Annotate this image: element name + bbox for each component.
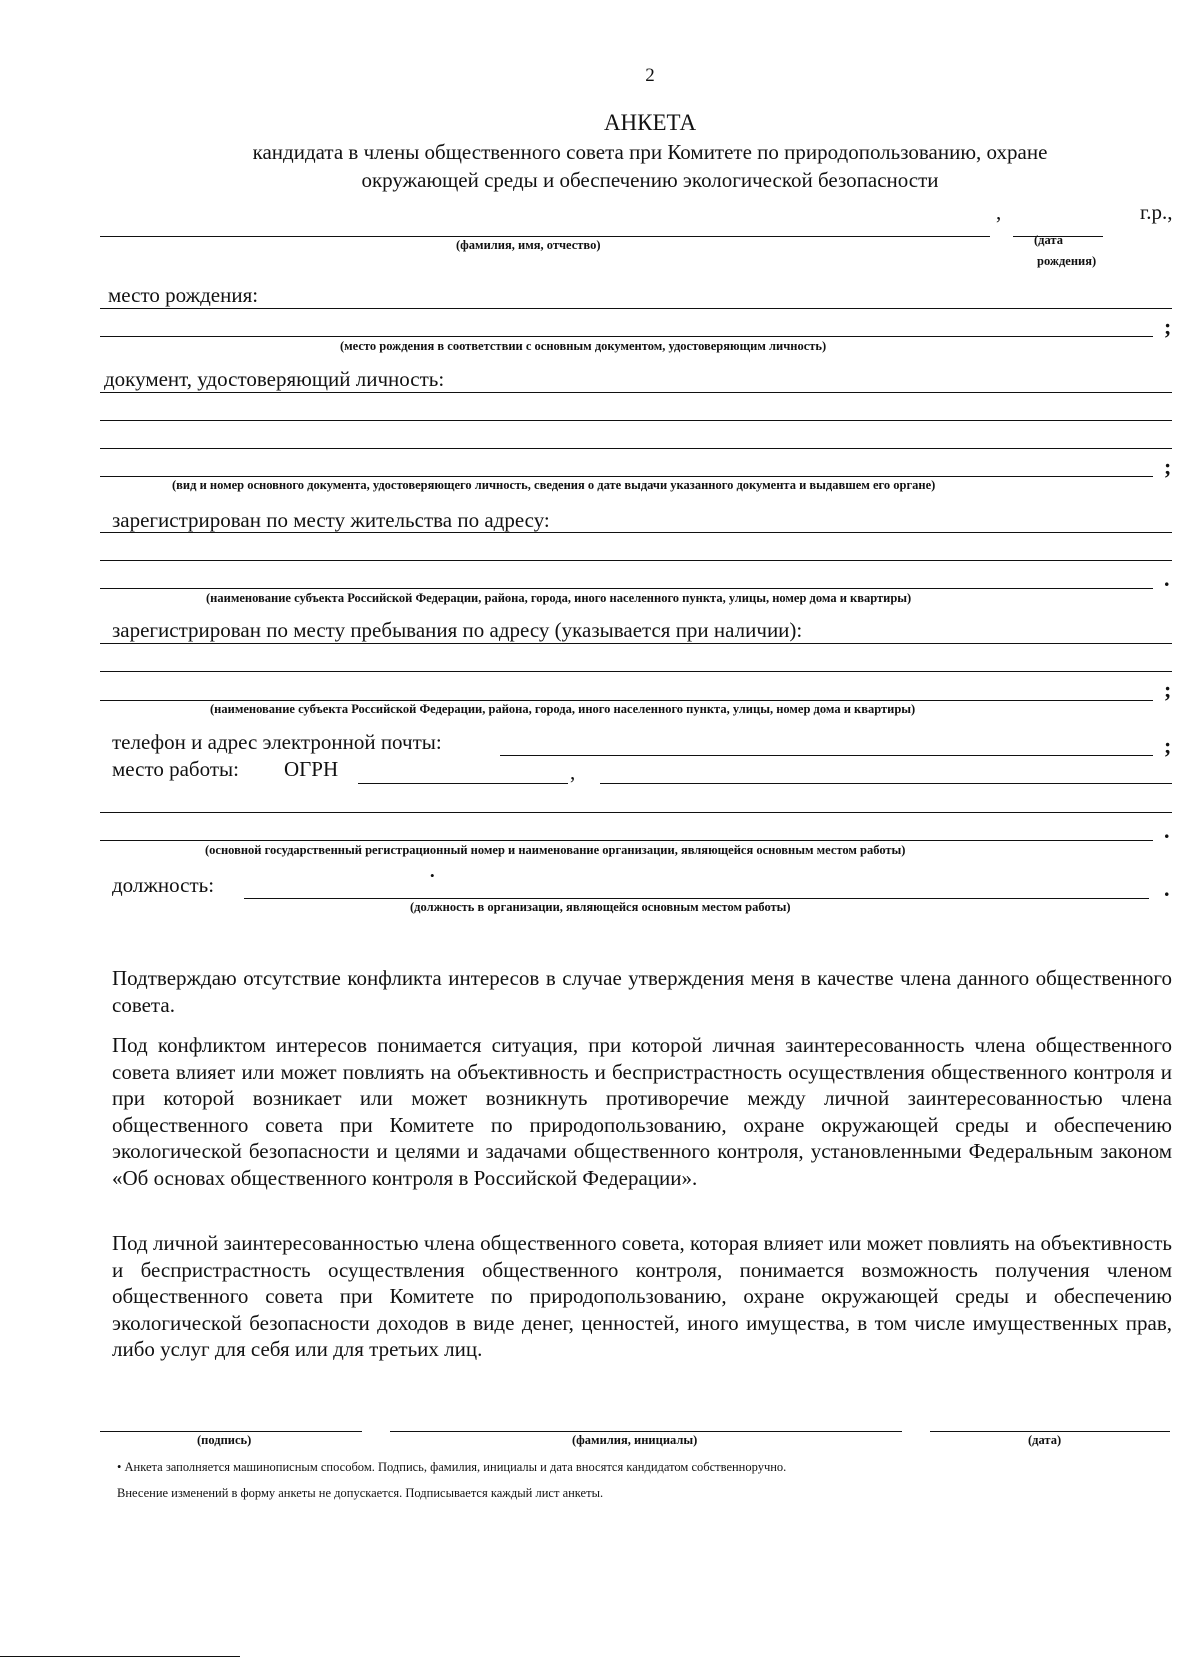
- contacts-end: ;: [1164, 733, 1172, 758]
- interest-definition-paragraph: Под личной заинтересованностью члена общественного совета, которая влияет или может повлиять на объективность и беспристрастность осуществления общественного контроля, понимается возможность получения членом общественного совета при Комитете по природопользованию, охране окружающей среды и обеспечению экологической безопасности доходов в виде денег, ценностей, иного имущества, в том числе имущественных прав, либо услуг для себя или для третьих лиц.: [112, 1231, 1172, 1361]
- form-subtitle-line-1: кандидата в члены общественного совета при Комитете по природопользованию, охране: [252, 140, 1048, 164]
- birthplace-end: ;: [1164, 314, 1172, 339]
- identity-doc-field-2[interactable]: [100, 420, 1172, 421]
- contacts-label: телефон и адрес электронной почты:: [112, 730, 442, 754]
- footnote-2: Внесение изменений в форму анкеты не допускается. Подписывается каждый лист анкеты.: [117, 1486, 604, 1500]
- signature-name-caption: (фамилия, инициалы): [572, 1433, 698, 1447]
- stay-label: зарегистрирован по месту пребывания по адресу (указывается при наличии):: [112, 618, 803, 642]
- fio-caption: (фамилия, имя, отчество): [456, 238, 601, 252]
- birthplace-label: место рождения:: [108, 283, 259, 307]
- contacts-field[interactable]: [500, 755, 1153, 756]
- dob-caption-2: рождения): [1037, 254, 1097, 268]
- work-org-field-2[interactable]: [100, 812, 1172, 813]
- residence-end: .: [1164, 566, 1170, 591]
- page-number: 2: [645, 65, 655, 86]
- fio-comma: ,: [996, 200, 1002, 224]
- residence-label: зарегистрирован по месту жительства по адресу:: [112, 508, 550, 532]
- work-org-field-3[interactable]: [100, 840, 1153, 841]
- residence-field-3[interactable]: [100, 588, 1153, 589]
- work-label: место работы:: [112, 757, 239, 781]
- work-org-field-1[interactable]: [600, 783, 1172, 784]
- residence-field-1[interactable]: [100, 532, 1172, 533]
- signature-name-field[interactable]: [390, 1431, 902, 1432]
- stay-field-1[interactable]: [100, 643, 1172, 644]
- conflict-definition-paragraph: Под конфликтом интересов понимается ситуация, при которой личная заинтересованность члена общественного совета влияет или может повлиять на объективность и беспристрастность осуществления общественного контроля и при которой возникает или может возникнуть противоречие между личной заинтересованностью члена общественного совета при Комитете по природопользованию, охране окружающей среды и обеспечению экологической безопасности и целями и задачами общественного контроля, установленными Федеральным законом «Об основах общественного контроля в Российской Федерации».: [112, 1033, 1172, 1190]
- form-title: АНКЕТА: [603, 110, 697, 135]
- work-caption: (основной государственный регистрационный номер и наименование организации, являющейся основным местом работы): [205, 843, 906, 857]
- residence-caption: (наименование субъекта Российской Федерации, района, города, иного населенного пункта, улицы, номер дома и квартиры): [206, 591, 912, 605]
- residence-field-2[interactable]: [100, 560, 1172, 561]
- signature-field[interactable]: [100, 1431, 362, 1432]
- position-field[interactable]: [244, 898, 1149, 899]
- dob-caption-1: (дата: [1034, 233, 1063, 247]
- stay-caption: (наименование субъекта Российской Федерации, района, города, иного населенного пункта, улицы, номер дома и квартиры): [210, 702, 916, 716]
- identity-doc-field-3[interactable]: [100, 448, 1172, 449]
- identity-doc-end: ;: [1164, 454, 1172, 479]
- identity-doc-field-1[interactable]: [100, 392, 1172, 393]
- stay-field-3[interactable]: [100, 700, 1153, 701]
- identity-doc-caption: (вид и номер основного документа, удостоверяющего личность, сведения о дате выдачи указанного документа и выдавшем его органе): [172, 478, 936, 492]
- fio-field[interactable]: [100, 236, 990, 237]
- ogrn-field[interactable]: [358, 783, 568, 784]
- ogrn-label: ОГРН: [284, 757, 339, 781]
- identity-doc-field-4[interactable]: [100, 476, 1153, 477]
- identity-doc-label: документ, удостоверяющий личность:: [104, 367, 445, 391]
- work-end: .: [1164, 818, 1170, 843]
- bottom-scan-edge: [0, 1656, 240, 1657]
- signature-caption: (подпись): [197, 1433, 252, 1447]
- stay-field-2[interactable]: [100, 671, 1172, 672]
- signature-date-field[interactable]: [930, 1431, 1170, 1432]
- position-caption: (должность в организации, являющейся основным местом работы): [410, 900, 791, 914]
- footnote-1: • Анкета заполняется машинописным способом. Подпись, фамилия, инициалы и дата вносятся кандидатом собственноручно.: [117, 1460, 787, 1474]
- signature-date-caption: (дата): [1028, 1433, 1062, 1447]
- form-subtitle-line-2: окружающей среды и обеспечению экологической безопасности: [361, 168, 939, 192]
- birthplace-caption: (место рождения в соответствии с основным документом, удостоверяющим личность): [340, 339, 827, 353]
- position-end: .: [1164, 876, 1170, 901]
- position-marker: •: [430, 868, 435, 883]
- position-label: должность:: [112, 873, 215, 897]
- birthplace-field-1[interactable]: [100, 308, 1172, 309]
- declaration-paragraph: Подтверждаю отсутствие конфликта интересов в случае утверждения меня в качестве члена данного общественного совета.: [112, 966, 1172, 1017]
- gr-suffix: г.р.,: [1140, 200, 1173, 224]
- birthplace-field-2[interactable]: [100, 336, 1153, 337]
- ogrn-comma: ,: [570, 760, 576, 784]
- stay-end: ;: [1164, 677, 1172, 702]
